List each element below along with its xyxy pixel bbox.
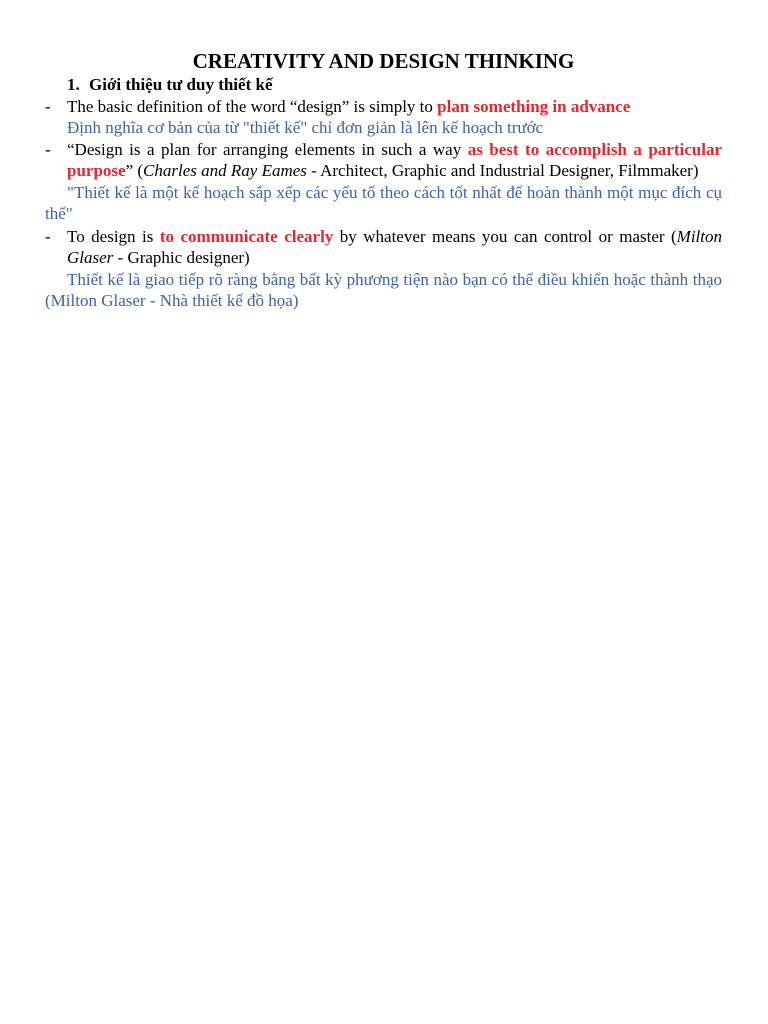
bullet-dash: - xyxy=(45,96,51,116)
bullet-dash: - xyxy=(45,139,51,159)
bullet-item-2 xyxy=(45,139,722,182)
document-title: CREATIVITY AND DESIGN THINKING xyxy=(192,49,575,73)
attribution-name: Milton Glaser xyxy=(67,226,723,267)
item-text: To design is xyxy=(67,226,160,246)
translation-1: Định nghĩa cơ bản của từ "thiết kế" chỉ đơn giản là lên kế hoạch trước xyxy=(67,118,544,137)
bullet-item-1 xyxy=(45,96,722,118)
highlight-text: as best to accomplish a particular purpose xyxy=(67,139,722,180)
item-text-after: by whatever means you can control or master ( xyxy=(333,226,677,246)
translation-2: "Thiết kế là một kế hoạch sắp xếp các yếu tố theo cách tốt nhất để hoàn thành một mục đích cụ thể" xyxy=(45,182,722,223)
translation-3: Thiết kế là giao tiếp rõ ràng bằng bất kỳ phương tiện nào bạn có thể điều khiển hoặc thành thạo (Milton Glaser - Nhà thiết kế đồ họa) xyxy=(45,269,722,310)
attribution-role: - Graphic designer) xyxy=(113,248,250,267)
attribution-role: - Architect, Graphic and Industrial Designer, Filmmaker) xyxy=(306,161,699,180)
bullet-item-3 xyxy=(45,226,722,269)
highlight-text: to communicate clearly xyxy=(159,226,334,246)
highlight-text: plan something in advance xyxy=(437,96,631,116)
item-text: The basic definition of the word “design” is simply to xyxy=(67,96,438,116)
section-heading xyxy=(45,74,722,96)
bullet-dash: - xyxy=(45,226,51,246)
section-title: Giới thiệu tư duy thiết kế xyxy=(89,75,273,94)
attribution-name: Charles and Ray Eames xyxy=(143,161,307,180)
section-number: 1. xyxy=(67,75,80,94)
quote-close: ” ( xyxy=(125,161,144,180)
document-body xyxy=(45,48,722,312)
item-text: “Design is a plan for arranging elements in such a way xyxy=(67,139,468,159)
